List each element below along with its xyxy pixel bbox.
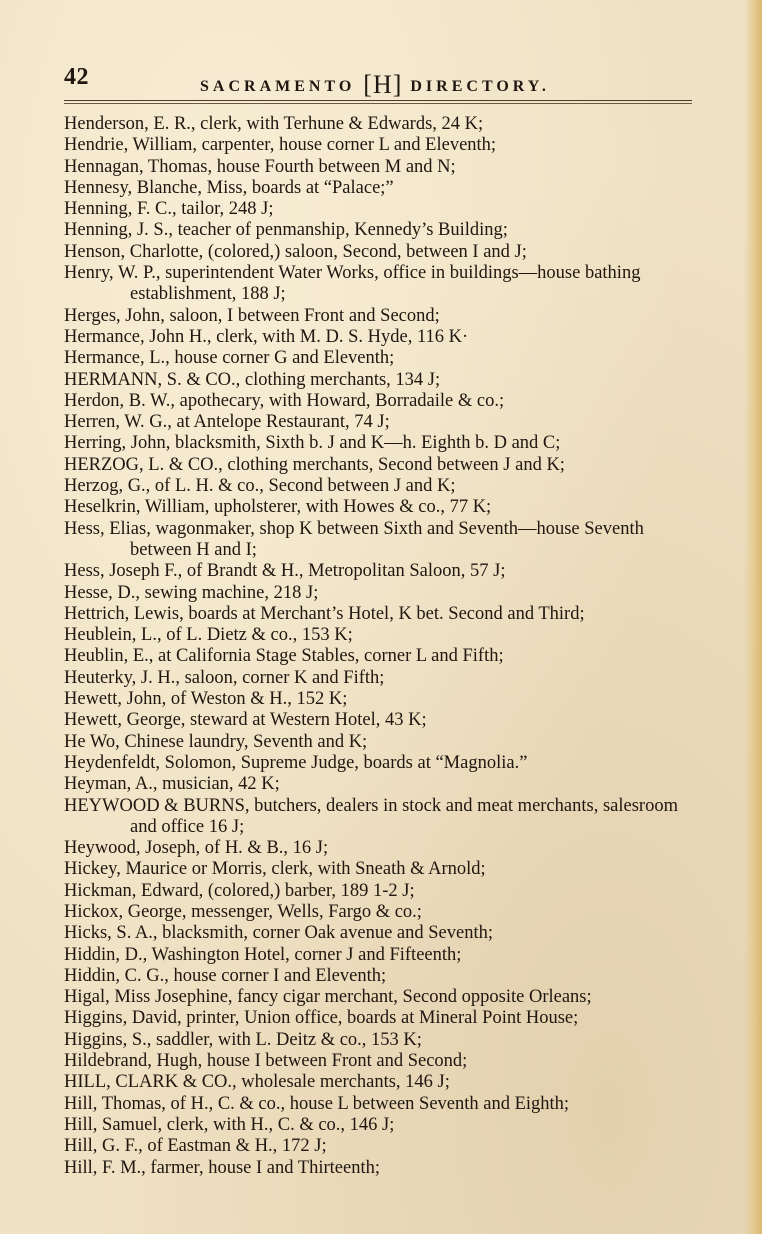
- directory-entry: Herring, John, blacksmith, Sixth b. J and K—h. Eighth b. D and C;: [64, 433, 561, 454]
- directory-entry: Henson, Charlotte, (colored,) saloon, Second, between I and J;: [64, 241, 527, 262]
- directory-entry: Hermance, L., house corner G and Eleventh;: [64, 348, 395, 369]
- directory-entry: Hettrich, Lewis, boards at Merchant’s Hotel, K bet. Second and Third;: [64, 603, 585, 624]
- directory-entry: Hill, F. M., farmer, house I and Thirteenth;: [64, 1157, 380, 1178]
- running-head-left: SACRAMENTO: [200, 78, 356, 95]
- directory-entry: Hill, G. F., of Eastman & H., 172 J;: [64, 1136, 327, 1157]
- directory-entry: Henning, J. S., teacher of penmanship, Kennedy’s Building;: [64, 220, 508, 241]
- header-rule: [64, 100, 692, 101]
- directory-entry: Hiddin, D., Washington Hotel, corner J and Fifteenth;: [64, 944, 462, 965]
- directory-entry: Hendrie, William, carpenter, house corner L and Eleventh;: [64, 135, 497, 156]
- directory-entry: HERMANN, S. & CO., clothing merchants, 134 J;: [64, 369, 441, 390]
- directory-entry: Herdon, B. W., apothecary, with Howard, Borradaile & co.;: [64, 390, 505, 411]
- page-header: [64, 62, 698, 99]
- directory-entry: Hewett, George, steward at Western Hotel, 43 K;: [64, 710, 427, 731]
- directory-entry: Hennesy, Blanche, Miss, boards at “Palace;”: [64, 177, 394, 198]
- directory-entry: Hewett, John, of Weston & H., 152 K;: [64, 689, 348, 710]
- directory-entry: Henderson, E. R., clerk, with Terhune & Edwards, 24 K;: [64, 114, 484, 134]
- directory-entry: HERZOG, L. & CO., clothing merchants, Second between J and K;: [64, 454, 565, 475]
- directory-entry: HEYWOOD & BURNS, butchers, dealers in stock and meat merchants, salesroom and office 16 J;: [64, 795, 678, 837]
- page-number: 42: [64, 64, 89, 90]
- running-head-right: DIRECTORY.: [410, 78, 550, 95]
- directory-entry: Hickox, George, messenger, Wells, Fargo & co.;: [64, 901, 422, 922]
- directory-entry: Hill, Thomas, of H., C. & co., house L between Seventh and Eighth;: [64, 1093, 570, 1114]
- directory-entry: Hermance, John H., clerk, with M. D. S. Hyde, 116 K·: [64, 326, 469, 347]
- directory-entry: Hiddin, C. G., house corner I and Eleventh;: [64, 965, 387, 986]
- running-head: [200, 68, 550, 98]
- directory-entry: Herges, John, saloon, I between Front and Second;: [64, 305, 440, 326]
- directory-entry: Heublein, L., of L. Dietz & co., 153 K;: [64, 625, 353, 646]
- directory-entry: Henning, F. C., tailor, 248 J;: [64, 199, 274, 220]
- directory-entry: Hess, Elias, wagonmaker, shop K between Sixth and Seventh—house Seventh between H and I;: [64, 518, 644, 560]
- directory-entry: HILL, CLARK & CO., wholesale merchants, 146 J;: [64, 1072, 450, 1093]
- directory-entry: Heuterky, J. H., saloon, corner K and Fifth;: [64, 667, 385, 688]
- directory-entry: Herzog, G., of L. H. & co., Second between J and K;: [64, 476, 456, 497]
- directory-entry: Herren, W. G., at Antelope Restaurant, 74 J;: [64, 412, 390, 433]
- directory-entry: Hess, Joseph F., of Brandt & H., Metropolitan Saloon, 57 J;: [64, 561, 506, 582]
- directory-entry: Higal, Miss Josephine, fancy cigar merchant, Second opposite Orleans;: [64, 987, 592, 1008]
- directory-entry: Heydenfeldt, Solomon, Supreme Judge, boards at “Magnolia.”: [64, 752, 528, 773]
- header-rule-second: [64, 103, 692, 104]
- directory-entry: Higgins, David, printer, Union office, boards at Mineral Point House;: [64, 1008, 579, 1029]
- directory-entry: Heywood, Joseph, of H. & B., 16 J;: [64, 838, 329, 859]
- directory-entry: Hicks, S. A., blacksmith, corner Oak avenue and Seventh;: [64, 923, 493, 944]
- directory-entry: Hickman, Edward, (colored,) barber, 189 1-2 J;: [64, 880, 415, 901]
- directory-entry: Heyman, A., musician, 42 K;: [64, 774, 280, 795]
- directory-entry: He Wo, Chinese laundry, Seventh and K;: [64, 731, 368, 752]
- page-edge: [744, 0, 762, 1234]
- directory-entry: Hildebrand, Hugh, house I between Front and Second;: [64, 1051, 468, 1072]
- directory-entry: Hennagan, Thomas, house Fourth between M and N;: [64, 156, 456, 177]
- directory-entry: Hickey, Maurice or Morris, clerk, with Sneath & Arnold;: [64, 859, 486, 880]
- directory-entry: Heselkrin, William, upholsterer, with Howes & co., 77 K;: [64, 497, 492, 518]
- directory-entry: Hesse, D., sewing machine, 218 J;: [64, 582, 319, 603]
- directory-entry: Heublin, E., at California Stage Stables, corner L and Fifth;: [64, 646, 504, 667]
- directory-entries: [64, 114, 696, 1179]
- directory-entry: Higgins, S., saddler, with L. Deitz & co., 153 K;: [64, 1029, 422, 1050]
- directory-entry: Henry, W. P., superintendent Water Works, office in buildings—house bathing establishment, 188 J;: [64, 263, 641, 305]
- directory-entry: Hill, Samuel, clerk, with H., C. & co., 146 J;: [64, 1114, 395, 1135]
- running-head-mark: [H]: [363, 70, 403, 99]
